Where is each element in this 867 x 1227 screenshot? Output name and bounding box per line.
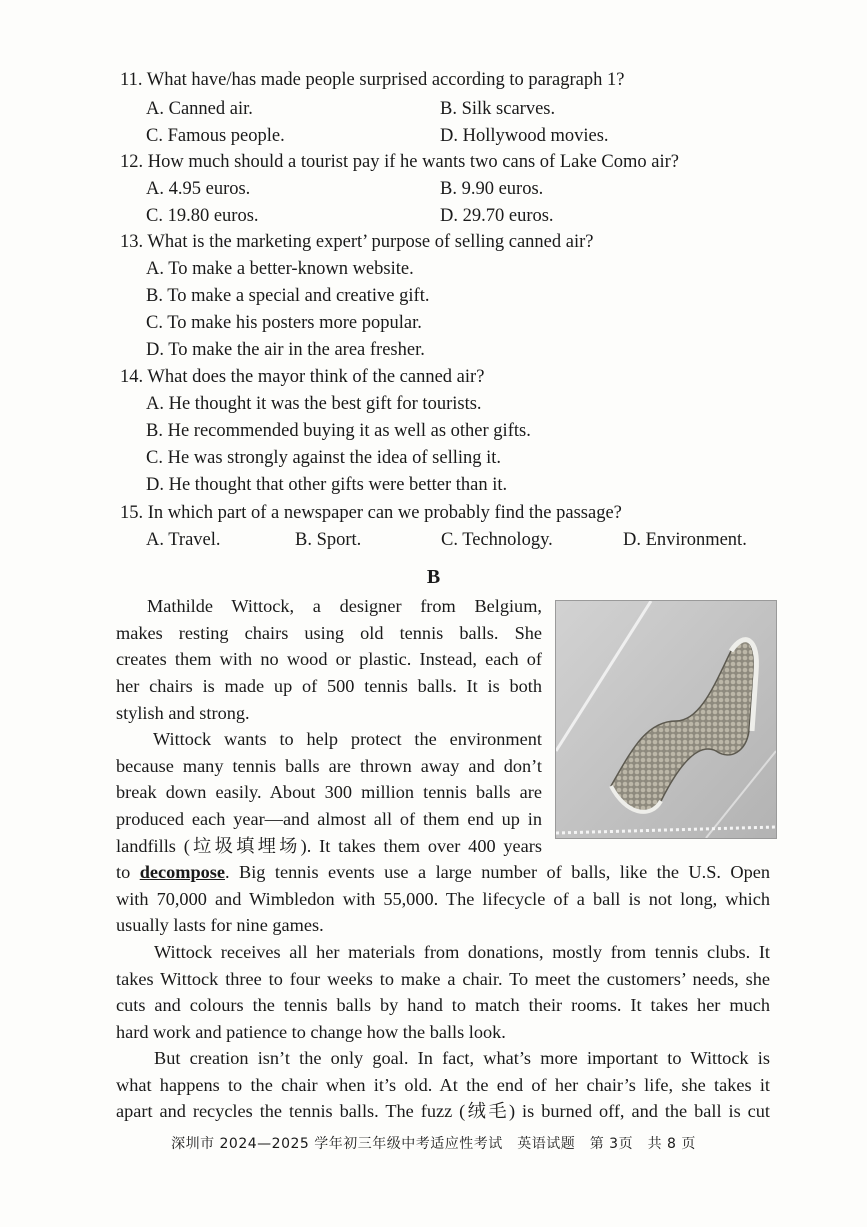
passage-paragraph-1 bbox=[116, 593, 542, 726]
paragraph-line: her chairs is made up of 500 tennis balls. It is both bbox=[116, 676, 542, 697]
paragraph-text: . Big tennis events use a large number of balls, like the U.S. Open bbox=[225, 862, 771, 882]
option-11c: C. Famous people. bbox=[146, 126, 285, 146]
option-11d: D. Hollywood movies. bbox=[440, 126, 609, 146]
passage-paragraph-2 bbox=[116, 726, 542, 859]
passage-paragraph-4 bbox=[116, 1045, 770, 1125]
option-15c: C. Technology. bbox=[441, 530, 553, 550]
option-15a: A. Travel. bbox=[146, 530, 221, 550]
paragraph-text: to bbox=[116, 862, 140, 882]
option-12a: A. 4.95 euros. bbox=[146, 179, 251, 199]
paragraph-line: Mathilde Wittock, a designer from Belgium, bbox=[147, 596, 542, 616]
section-b-heading: B bbox=[426, 566, 441, 588]
question-14: 14. What does the mayor think of the canned air? bbox=[120, 367, 485, 387]
paragraph-line: cuts and colours the tennis balls by hand to match their rooms. It takes her much bbox=[116, 995, 770, 1016]
option-13a: A. To make a better-known website. bbox=[146, 259, 414, 279]
keyword-decompose: decompose bbox=[139, 862, 225, 882]
paragraph-line: takes Wittock three to four weeks to make a chair. To meet the customers’ needs, she bbox=[116, 968, 770, 989]
question-11: 11. What have/has made people surprised according to paragraph 1? bbox=[120, 70, 625, 90]
option-12d: D. 29.70 euros. bbox=[440, 206, 554, 226]
paragraph-line: stylish and strong. bbox=[116, 702, 250, 723]
paragraph-line: creates them with no wood or plastic. Instead, each of bbox=[116, 649, 542, 670]
paragraph-line: what happens to the chair when it’s old. At the end of her chair’s life, she takes it bbox=[116, 1074, 770, 1095]
option-13d: D. To make the air in the area fresher. bbox=[146, 340, 425, 360]
paragraph-line: hard work and patience to change how the balls look. bbox=[116, 1022, 506, 1043]
option-13c: C. To make his posters more popular. bbox=[146, 313, 422, 333]
option-14b: B. He recommended buying it as well as other gifts. bbox=[146, 421, 531, 441]
option-12b: B. 9.90 euros. bbox=[440, 179, 544, 199]
option-14d: D. He thought that other gifts were better than it. bbox=[146, 475, 508, 495]
question-13: 13. What is the marketing expert’ purpose of selling canned air? bbox=[120, 232, 594, 252]
paragraph-line: Wittock wants to help protect the environment bbox=[153, 729, 542, 749]
option-15d: D. Environment. bbox=[623, 530, 747, 550]
option-11a: A. Canned air. bbox=[146, 99, 253, 119]
paragraph-line: apart and recycles the tennis balls. The fuzz (绒毛) is burned off, and the ball is cut bbox=[116, 1101, 770, 1122]
paragraph-line: break down easily. About 300 million tennis balls are bbox=[116, 782, 542, 803]
option-11b: B. Silk scarves. bbox=[440, 99, 556, 119]
tennis-ball-chair-photo bbox=[555, 600, 777, 839]
paragraph-line: produced each year—and almost all of them end up in bbox=[116, 809, 542, 830]
paragraph-line bbox=[116, 859, 770, 886]
option-14c: C. He was strongly against the idea of selling it. bbox=[146, 448, 502, 468]
passage-paragraph-3 bbox=[116, 939, 770, 1046]
option-13b: B. To make a special and creative gift. bbox=[146, 286, 430, 306]
paragraph-line: usually lasts for nine games. bbox=[116, 915, 324, 936]
paragraph-line: landfills (垃圾填埋场). It takes them over 400 years bbox=[116, 835, 542, 856]
option-14a: A. He thought it was the best gift for tourists. bbox=[146, 394, 482, 414]
paragraph-line: Wittock receives all her materials from donations, mostly from tennis clubs. It bbox=[154, 942, 770, 962]
question-15: 15. In which part of a newspaper can we probably find the passage? bbox=[120, 503, 622, 523]
passage-paragraph-2-continued bbox=[116, 859, 770, 939]
paragraph-line: because many tennis balls are thrown away and don’t bbox=[116, 755, 542, 776]
chair-illustration bbox=[556, 601, 776, 838]
option-12c: C. 19.80 euros. bbox=[146, 206, 259, 226]
option-15b: B. Sport. bbox=[295, 530, 362, 550]
page-footer: 深圳市 2024—2025 学年初三年级中考适应性考试 英语试题 第 3页 共 8 页 bbox=[171, 1136, 696, 1152]
paragraph-line: But creation isn’t the only goal. In fact, what’s more important to Wittock is bbox=[154, 1048, 770, 1068]
paragraph-line: with 70,000 and Wimbledon with 55,000. The lifecycle of a ball is not long, which bbox=[116, 888, 770, 909]
question-12: 12. How much should a tourist pay if he wants two cans of Lake Como air? bbox=[120, 152, 679, 172]
paragraph-line: makes resting chairs using old tennis balls. She bbox=[116, 622, 542, 643]
